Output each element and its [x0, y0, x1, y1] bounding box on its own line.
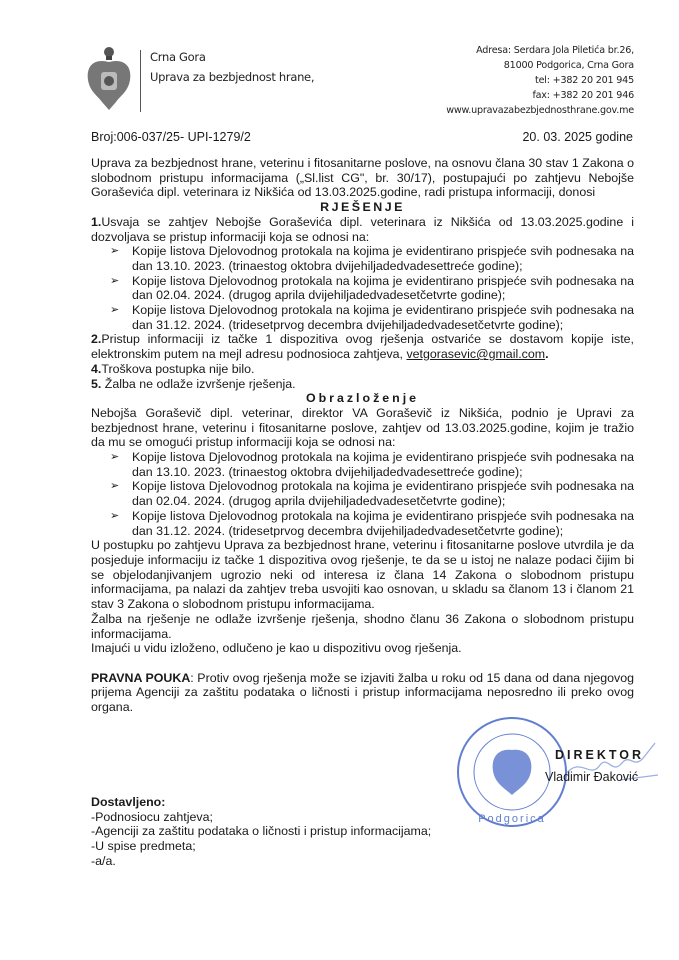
- delivered-title: Dostavljeno:: [91, 795, 166, 809]
- email-link[interactable]: vetgorasevic@gmail.com: [406, 347, 546, 362]
- address-block: [446, 43, 634, 118]
- agency-name: Uprava za bezbjednost hrane,: [150, 70, 315, 84]
- decision-point-1: [91, 215, 634, 244]
- arrow-bullet-icon: ➢: [110, 451, 120, 464]
- reasoning-paragraph: Žalba na rješenje ne odlaže izvršenje rješenja, shodno članu 36 Zakona o slobodnom pristupu informacijama.: [91, 611, 634, 641]
- list-item: [110, 244, 634, 273]
- document-date: 20. 03. 2025 godine: [522, 130, 633, 144]
- item-text: Kopije listova Djelovodnog protokala na kojima je evidentirano prispjeće svih podnesaka na dan 13.10. 2023. (trinaestog oktobra dvijehiljadedvadesettreće godine);: [132, 450, 634, 479]
- point-text: Žalba ne odlaže izvršenje rješenja.: [101, 376, 296, 391]
- list-item: [110, 479, 634, 509]
- delivered-item: -a/a.: [91, 853, 116, 868]
- point-number: 2.: [91, 332, 102, 347]
- reasoning-paragraph: U postupku po zahtjevu Uprava za bezbjednost hrane, veterinu i fitosanitarne poslove utvrdila je da posjeduje informaciju iz tačke 1 dispozitiva ovog rješenje, te da se u istoj ne nalaze podaci čijim bi se objelodanjivanjem ugrozio neki od interesa iz člana 14 Zakona o slobodnom pristupu informacijama, pa nalazi da zahtjev treba usvojiti kao osnovan, u skladu sa članom 13 i članom 21 stav 3 Zakona o slobodnom pristupu informacijama.: [91, 538, 634, 612]
- address-line: Adresa: Serdara Jola Piletića br.26,: [476, 45, 634, 56]
- coat-of-arms-logo: [84, 44, 134, 112]
- legal-remedy: [91, 671, 634, 715]
- decision-point-2: [91, 332, 634, 361]
- item-text: Kopije listova Djelovodnog protokala na kojima je evidentirano prispjeće svih podnesaka na dan 31.12. 2024. (tridesetprvog decembra dvijehiljadedvadesetčetvrte godine);: [132, 508, 634, 538]
- fax: fax: +382 20 201 946: [532, 90, 634, 101]
- decision-point-5: [91, 377, 634, 392]
- point-text: Usvaja se zahtjev Nebojše Goraševića dipl. veterinara iz Nikšića od 13.03.2025.godine i dozvoljava se pristup informaciji koja se odnosi na:: [91, 214, 634, 244]
- document-number: Broj:006-037/25- UPI-1279/2: [91, 130, 251, 144]
- delivered-item: -U spise predmeta;: [91, 839, 196, 854]
- legal-remedy-label: PRAVNA POUKA: [91, 670, 191, 685]
- arrow-bullet-icon: ➢: [110, 274, 120, 287]
- phone: tel: +382 20 201 945: [535, 75, 634, 86]
- item-text: Kopije listova Djelovodnog protokala na kojima je evidentirano prispjeće svih podnesaka na dan 02.04. 2024. (drugog aprila dvijehiljadedvadesetčetvrte godine);: [132, 273, 634, 303]
- reasoning-items: [91, 450, 634, 538]
- svg-text:Podgorica: Podgorica: [478, 813, 546, 825]
- reasoning-paragraph: Imajući u vidu izloženo, odlučeno je kao u dispozitivu ovog rješenja.: [91, 641, 462, 656]
- arrow-bullet-icon: ➢: [110, 509, 120, 522]
- reasoning-title: Obrazloženje: [305, 391, 420, 406]
- point-number: 1.: [91, 214, 102, 229]
- decision-point-4: [91, 362, 634, 377]
- director-title: DIREKTOR: [555, 748, 645, 762]
- arrow-bullet-icon: ➢: [110, 245, 120, 258]
- list-item: [110, 303, 634, 332]
- item-text: Kopije listova Djelovodnog protokala na kojima je evidentirano prispjeće svih podnesaka na dan 02.04. 2024. (drugog aprila dvijehiljadedvadesetčetvrte godine);: [132, 479, 634, 509]
- list-item: [110, 450, 634, 479]
- intro-paragraph: Uprava za bezbjednost hrane, veterinu i fitosanitarne poslove, na osnovu člana 30 stav 1 Zakona o slobodnom pristupu informacijama („Sl.list CG", br. 30/17), postupajući po zahtjevu Nebojše Goraševića dipl. veterinara iz Nikšića od 13.03.2025.godine, radi pristupa informaciji, donosi: [91, 156, 634, 200]
- point-text: Troškova postupka nije bilo.: [101, 361, 255, 376]
- delivered-item: -Podnosiocu zahtjeva;: [91, 809, 213, 824]
- decision-items: [91, 244, 634, 332]
- item-text: Kopije listova Djelovodnog protokala na kojima je evidentirano prispjeće svih podnesaka na dan 31.12. 2024. (tridesetprvog decembra dvijehiljadedvadesetčetvrte godine);: [132, 303, 634, 332]
- signature: [560, 735, 660, 795]
- document-body: [91, 156, 634, 715]
- legal-remedy-text: : Protiv ovog rješenja može se izjaviti žalba u roku od 15 dana od dana njegovog prijema Agenciji za zaštitu podataka o ličnosti i pristup informacijama neposredno ili preko ovog organa.: [91, 670, 634, 714]
- decision-title: RJEŠENJE: [320, 200, 405, 215]
- address-line: 81000 Podgorica, Crna Gora: [503, 60, 634, 71]
- arrow-bullet-icon: ➢: [110, 480, 120, 493]
- reasoning-paragraph: Nebojša Goraševič dipl. veterinar, direktor VA Goraševič iz Nikšića, podnio je Upravi za bezbjednost hrane, veterinu i fitosanitarne poslove, zahtjev od 13.03.2025.godine, kojim je tražio da mu se omogući pristup informaciji koja se odnosi na:: [91, 405, 634, 450]
- item-text: Kopije listova Djelovodnog protokala na kojima je evidentirano prispjeće svih podnesaka na dan 13.10. 2023. (trinaestog oktobra dvijehiljadedvadesettreće godine);: [132, 244, 634, 273]
- delivered-list: [91, 795, 431, 869]
- director-name: Vladimir Đaković: [545, 770, 639, 784]
- delivered-item: -Agenciji za zaštitu podataka o ličnosti i pristup informacijama;: [91, 824, 432, 839]
- point-number: 4.: [91, 361, 102, 376]
- point-text: Pristup informaciji iz tačke 1 dispozitiva ovog rješenja ostvariće se dostavom kopije iste, elektronskim putem na mejl adresu podnosioca zahtjeva,: [91, 332, 634, 362]
- punctuation: .: [545, 347, 549, 362]
- list-item: [110, 508, 634, 538]
- header-divider: [140, 50, 141, 112]
- list-item: [110, 273, 634, 303]
- arrow-bullet-icon: ➢: [110, 304, 120, 317]
- country-name: Crna Gora: [150, 50, 206, 64]
- website: www.upravazabezbjednosthrane.gov.me: [446, 105, 634, 116]
- point-number: 5.: [91, 376, 102, 391]
